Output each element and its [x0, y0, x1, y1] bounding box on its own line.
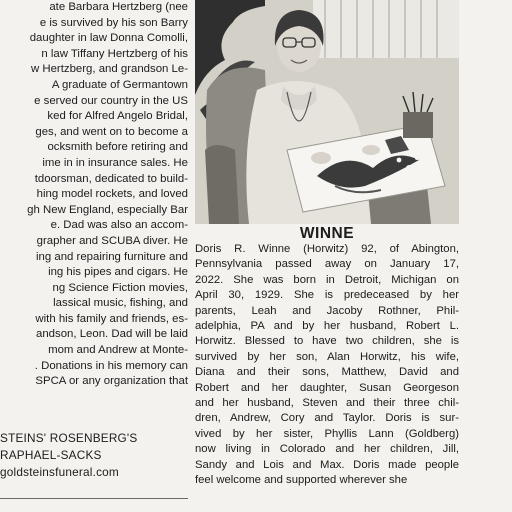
- text-line: ng Science Fiction movies,: [52, 281, 188, 294]
- text-line: e served our country in the US: [34, 94, 188, 107]
- text-line: grapher and SCUBA diver. He: [36, 234, 188, 247]
- left-obituary-column: [0, 0, 188, 479]
- text-line: lassical music, fishing, and: [53, 297, 188, 310]
- portrait-photo-drawing: [195, 0, 459, 224]
- text-line: ime in in insurance sales. He: [42, 156, 188, 169]
- text-line: e. Dad was also an accom-: [50, 219, 188, 232]
- text-line: parents, Leah and Jacoby Rothner, Phil-: [195, 304, 459, 317]
- text-line: and her husband, Steven and their three chil-: [195, 397, 459, 410]
- column-divider-rule: [0, 498, 188, 499]
- text-line: now living in Colorado and her children, Jill,: [195, 443, 459, 456]
- text-line: ing his pipes and cigars. He: [48, 266, 188, 279]
- funeral-home-name-line: RAPHAEL-SACKS: [0, 448, 102, 462]
- text-line: gh New England, especially Bar: [27, 203, 188, 216]
- funeral-home-notice: [0, 430, 188, 481]
- left-obituary-text: [0, 0, 188, 390]
- text-line: ges, and went on to become a: [35, 125, 188, 138]
- text-line: ocksmith before retiring and: [47, 141, 188, 154]
- text-line: Horwitz. Blessed to have two children, she is: [195, 335, 459, 348]
- text-line: ing and repairing furniture and: [36, 250, 188, 263]
- obituary-body-text: [195, 242, 459, 489]
- text-line: tdoorsman, dedicated to build-: [34, 172, 188, 185]
- text-line: dren, Andrew, Cory and Taylor. Doris is sur-: [195, 412, 459, 425]
- text-line: ked for Alfred Angelo Bridal,: [47, 110, 188, 123]
- text-line: adelphia, PA and by her husband, Robert L.: [195, 320, 459, 333]
- text-line: 2022. She was born in Detroit, Michigan on: [195, 273, 459, 286]
- text-line: e is survived by his son Barry: [39, 16, 188, 29]
- text-line: April 30, 1929. She is predeceased by her: [195, 289, 459, 302]
- text-line: vived by her sister, Phyllis Lann (Goldberg): [195, 427, 459, 440]
- text-line: mom and Andrew at Monte-: [48, 344, 188, 357]
- text-line: n law Tiffany Hertzberg of his: [41, 47, 188, 60]
- text-line: andson, Leon. Dad will be laid: [36, 328, 188, 341]
- text-line: Pennsylvania passed away on January 17,: [195, 258, 459, 271]
- obituary-name-heading: WINNE: [299, 225, 355, 242]
- text-line: with his family and friends, es-: [35, 312, 188, 325]
- text-line: Sandy and Lois and Max. Doris made people: [195, 458, 459, 471]
- text-line: ate Barbara Hertzberg (nee: [49, 1, 188, 13]
- text-line: A graduate of Germantown: [51, 78, 188, 91]
- text-line: SPCA or any organization that: [35, 375, 188, 388]
- portrait-photo: [195, 0, 459, 224]
- text-line: survived by her son, Alan Horwitz, his wife,: [195, 350, 459, 363]
- text-line: Robert and her daughter, Susan Georgeson: [195, 381, 459, 394]
- funeral-home-name-line: STEINS' ROSENBERG'S: [0, 431, 138, 445]
- text-line: w Hertzberg, and grandson Le-: [30, 63, 188, 76]
- text-line: daughter in law Donna Comolli,: [29, 32, 188, 45]
- text-line: . Donations in his memory can: [34, 359, 188, 372]
- funeral-home-website: goldsteinsfuneral.com: [0, 465, 119, 479]
- text-line: feel welcome and supported wherever she: [195, 474, 408, 487]
- text-line: Diana and their sons, Matthew, David and: [195, 366, 459, 379]
- text-line: Doris R. Winne (Horwitz) 92, of Abington,: [195, 243, 459, 255]
- text-line: hing model rockets, and loved: [36, 188, 188, 201]
